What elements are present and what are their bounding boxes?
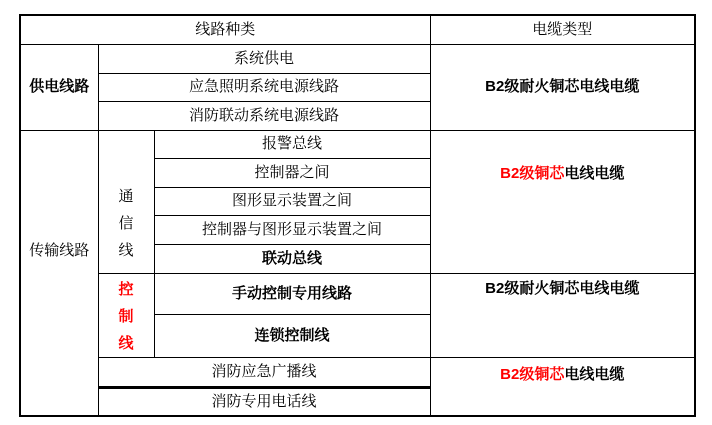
- cell-between-graphic-displays: 图形显示装置之间: [154, 187, 430, 215]
- header-cable-type: 电缆类型: [430, 15, 695, 44]
- row-manual-control: [20, 273, 695, 314]
- cell-fire-broadcast: 消防应急广播线: [98, 357, 430, 387]
- control-cable-cell: B2级耐火铜芯电线电缆: [430, 273, 695, 357]
- comm-line-label: [98, 130, 154, 273]
- row-fire-broadcast: [20, 357, 695, 387]
- bottom-cable-red-part: B2级铜芯: [500, 365, 565, 383]
- bottom-cable-cell: [430, 357, 695, 416]
- cell-linkage-bus: 联动总线: [154, 244, 430, 273]
- comm-cable-black-part: 电线电缆: [564, 164, 625, 182]
- transmission-section-label: 传输线路: [20, 130, 98, 416]
- cell-interlock-control: 连锁控制线: [154, 314, 430, 357]
- comm-line-vertical-text: 通信线: [118, 187, 134, 259]
- cell-emergency-lighting: 应急照明系统电源线路: [98, 73, 430, 101]
- header-line-type: 线路种类: [20, 15, 430, 44]
- row-system-power: [20, 44, 695, 73]
- control-line-vertical-text: 控制线: [118, 280, 134, 352]
- cell-system-power: 系统供电: [98, 44, 430, 73]
- control-line-label: [98, 273, 154, 357]
- cell-alarm-bus: 报警总线: [154, 130, 430, 158]
- cell-manual-control: 手动控制专用线路: [154, 273, 430, 314]
- cell-fire-linkage-power: 消防联动系统电源线路: [98, 101, 430, 130]
- bottom-cable-black-part: 电线电缆: [564, 365, 625, 383]
- cable-type-table: [19, 14, 696, 417]
- comm-cable-red-part: B2级铜芯: [500, 164, 565, 182]
- cell-between-controllers: 控制器之间: [154, 158, 430, 187]
- header-row: [20, 15, 695, 44]
- cell-controller-to-display: 控制器与图形显示装置之间: [154, 215, 430, 244]
- comm-cable-cell: [430, 130, 695, 273]
- supply-cable-cell: B2级耐火铜芯电线电缆: [430, 44, 695, 130]
- row-alarm-bus: [20, 130, 695, 158]
- supply-section-label: 供电线路: [20, 44, 98, 130]
- cell-fire-telephone: 消防专用电话线: [98, 387, 430, 416]
